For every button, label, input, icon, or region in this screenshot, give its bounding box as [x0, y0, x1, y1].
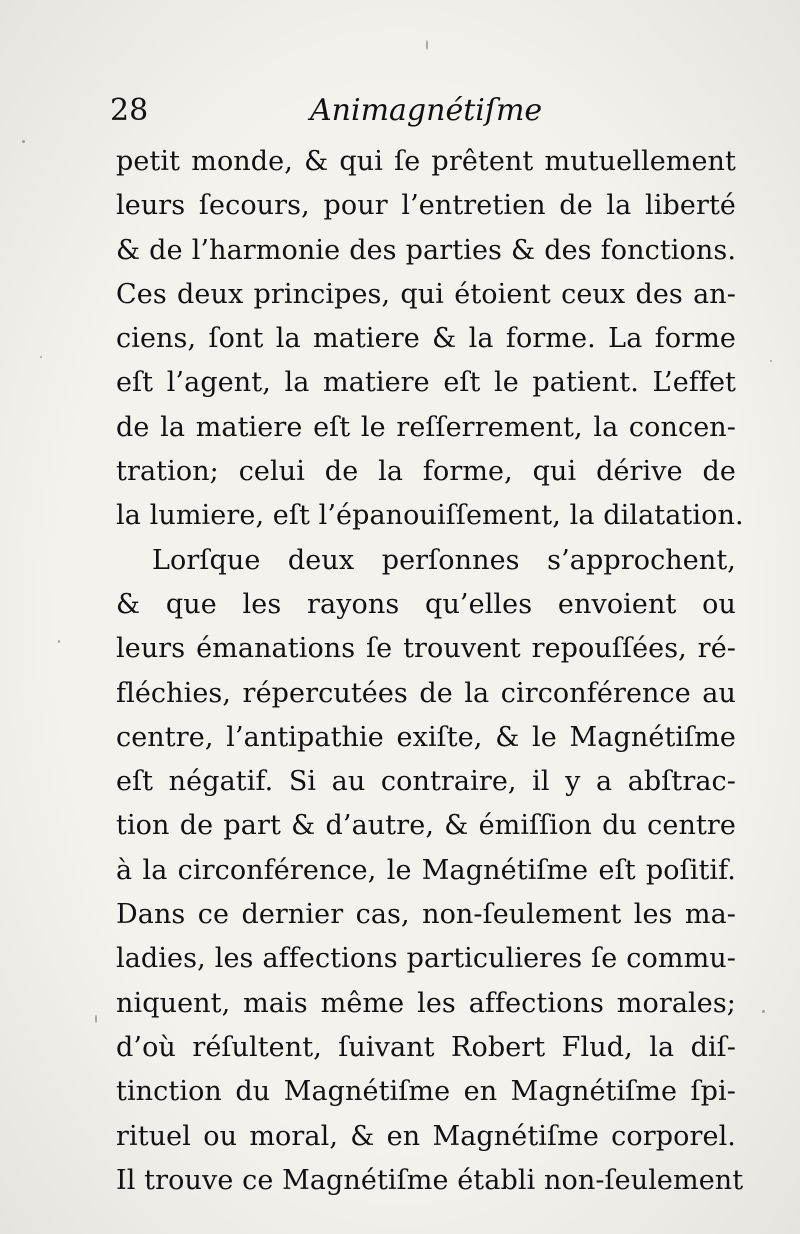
text-line: Dans ce dernier cas, non-ſeulement les ma- [116, 899, 736, 931]
text-line: centre, l’antipathie exiſte, & le Magnétiſme [116, 721, 736, 753]
paper-speck [770, 360, 772, 362]
text-line: Il trouve ce Magnétiſme établi non-ſeulement [116, 1164, 744, 1196]
paper-speck [762, 1010, 765, 1013]
page-number: 28 [110, 93, 149, 128]
paper-speck [22, 140, 25, 143]
text-line: petit monde, & qui ſe prêtent mutuellement [116, 146, 736, 177]
text-line: tion de part & d’autre, & émiſſion du centre [116, 810, 736, 842]
text-line: tration; celui de la forme, qui dérive de [116, 456, 736, 488]
text-line: niquent, mais même les affections morales; [116, 987, 736, 1019]
body-text [116, 140, 744, 1203]
text-line: la lumiere, eſt l’épanouiſſement, la dilatation. [116, 500, 744, 532]
text-line: d’où réſultent, ſuivant Robert Flud, la diſ- [116, 1031, 736, 1063]
text-line: à la circonférence, le Magnétiſme eſt poſitif. [116, 854, 736, 886]
text-line: ladies, les affections particulieres ſe commu- [116, 943, 736, 975]
text-line: & de l’harmonie des parties & des fonctions. [116, 234, 736, 266]
text-line: leurs émanations ſe trouvent repouſſées, ré- [116, 633, 736, 665]
paper-speck [95, 1015, 97, 1023]
running-title: Animagnétiſme [310, 93, 543, 128]
text-line: de la matiere eſt le reſſerrement, la concen- [116, 411, 736, 443]
text-line: Lorſque deux perſonnes s’approchent, [152, 544, 736, 576]
text-line: Ces deux principes, qui étoient ceux des an- [116, 278, 736, 310]
paper-speck [40, 356, 42, 358]
text-line: tinction du Magnétiſme en Magnétiſme ſpi- [116, 1076, 736, 1108]
page-header [110, 86, 730, 136]
text-line: & que les rayons qu’elles envoient ou [116, 588, 736, 620]
text-line: ciens, ſont la matiere & la forme. La forme [116, 323, 736, 355]
paper-speck [58, 640, 60, 643]
paper-speck [426, 40, 428, 50]
text-line: eſt négatif. Si au contraire, il y a abſtrac- [116, 766, 736, 798]
text-line: eſt l’agent, la matiere eſt le patient. L’effet [116, 367, 736, 399]
text-line: leurs ſecours, pour l’entretien de la liberté [116, 190, 736, 222]
text-line: rituel ou moral, & en Magnétiſme corporel. [116, 1120, 736, 1152]
text-line: fléchies, répercutées de la circonférence au [116, 677, 736, 709]
